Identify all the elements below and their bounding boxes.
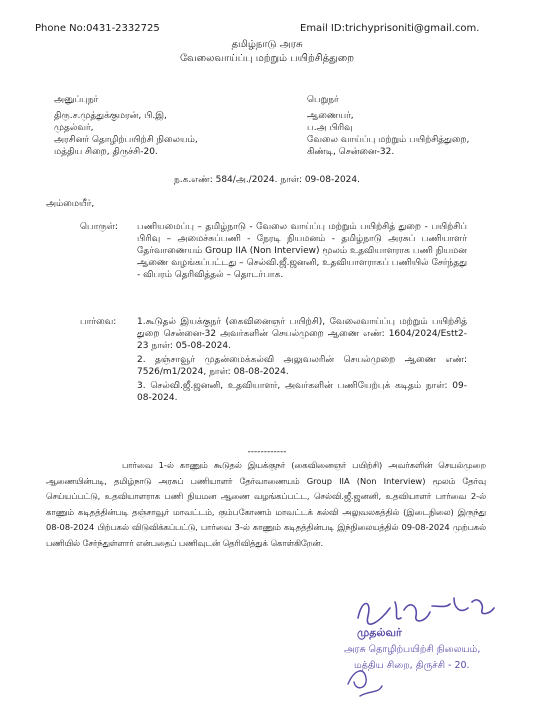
recipient-block (307, 94, 469, 158)
sender-line: திரு.ச.முத்துக்குமரன், பி.இ, (54, 111, 167, 121)
recipient-line: கிண்டி, சென்னை-32. (307, 147, 395, 157)
department-title: தமிழ்நாடு அரசு (231, 39, 303, 50)
references-list (137, 316, 467, 404)
sender-line: அரசினர் தொழிற்பயிற்சி நிலையம், (54, 135, 198, 145)
separator-line: ------------ (247, 447, 287, 457)
email-address: Email ID:trichyprisoniti@gmail.com. (300, 23, 480, 34)
signature-designation: முதல்வர் (357, 626, 402, 639)
recipient-line: ப.அ பிரிவு (307, 123, 353, 133)
reference-item: 1.கூடுதல் இயக்குநர் (கைவினைஞர் பயிற்சி), வேலைவாய்ப்பு மற்றும் பயிற்சித் துறை சென்னை-32 அவர்களின் செயல்முறை ஆணை எண்: 1604/2024/Estt2-23 நாள்: 05-08-2024. (137, 317, 467, 351)
sender-line: மத்திய சிறை, திருச்சி-20. (54, 147, 158, 157)
salutation: அம்மையீர், (46, 199, 95, 209)
sender-heading: அனுப்புநர் (54, 95, 99, 105)
recipient-line: ஆணையர், (307, 111, 354, 121)
recipient-heading: பெறுநர் (307, 95, 339, 105)
department-subtitle: வேலைவாய்ப்பு மற்றும் பயிற்சித்துறை (179, 53, 355, 64)
body-paragraph: பார்வை 1-ல் காணும் கூடுதல் இயக்குநர் (கைவினைஞர் பயிற்சி) அவர்களின் செயல்முறை ஆணையின்படி, தமிழ்நாடு அரசுப் பணியாளர் தேர்வாணையம் Group IIA (Non Interview) மூலம் தேர்வு செய்யப்பட்டு, உதவியாளராக பணி நியமன ஆணை வழங்கப்பட்ட, செல்வி.ஜீ.ஜனனி, உதவியாளர் பார்வை 2-ல் காணும் கடிதத்தின்படி தஞ்சாவூர் மாவட்டம், கும்பகோணம் மாவட்டக் கல்வி அலுவலகத்தில் (இடைநிலை) இருந்து 08-08-2024 பிற்பகல் விடுவிக்கப்பட்டு, பார்வை 3-ல் காணும் கடிதத்தின்படி இந்நிலையத்தில் 09-08-2024 முற்பகல் பணியில் சேர்ந்துள்ளார் என்பதைப் பணிவுடன் தெரிவித்துக் கொள்கிறேன். (46, 460, 486, 548)
sender-line: முதல்வர், (54, 123, 94, 133)
stamp-office-line: அரசு தொழிற்பயிற்சி நிலையம், (344, 644, 481, 655)
references-label: பார்வை: (80, 317, 117, 327)
stamp-office-line: மத்திய சிறை, திருச்சி - 20. (354, 660, 470, 671)
phone-number: Phone No:0431-2332725 (35, 23, 160, 34)
reference-item: 2. தஞ்சாவூர் முதன்மைக்கல்வி அலுவலரின் செயல்முறை ஆணை எண்: 7526/m1/2024, நாள்: 08-08-2024. (137, 355, 467, 377)
reference-item: 3. செல்வி.ஜீ.ஜனனி, உதவியாளர், அவர்களின் பணியேற்புக் கடிதம் நாள்: 09-08-2024. (137, 381, 467, 403)
sender-block (54, 94, 198, 158)
reference-number-line: ந.க.எண்: 584/அ./2024. நாள்: 09-08-2024. (173, 175, 360, 185)
subject-text: பணியமைப்பு – தமிழ்நாடு - வேலை வாய்ப்பு மற்றும் பயிற்சித் துறை - பயிற்சிப் பிரிவு – அமைச்சுப்பணி - நேரடி நியமனம் - தமிழ்நாடு அரசுப் பணியாளர் தேர்வாணையம் Group IIA (Non Interview) மூலம் உதவியாளராக பணி நியமன ஆணை வழங்கப்பட்டது – செல்வி.ஜீ.ஜனனி, உதவியாளராகப் பணியில் சேர்ந்தது - விபரம் தெரிவித்தல் – தொடர்பாக. (137, 222, 467, 280)
subject-label: பொருள்: (80, 222, 118, 232)
recipient-line: வேலை வாய்ப்பு மற்றும் பயிற்சித்துறை, (307, 135, 470, 145)
